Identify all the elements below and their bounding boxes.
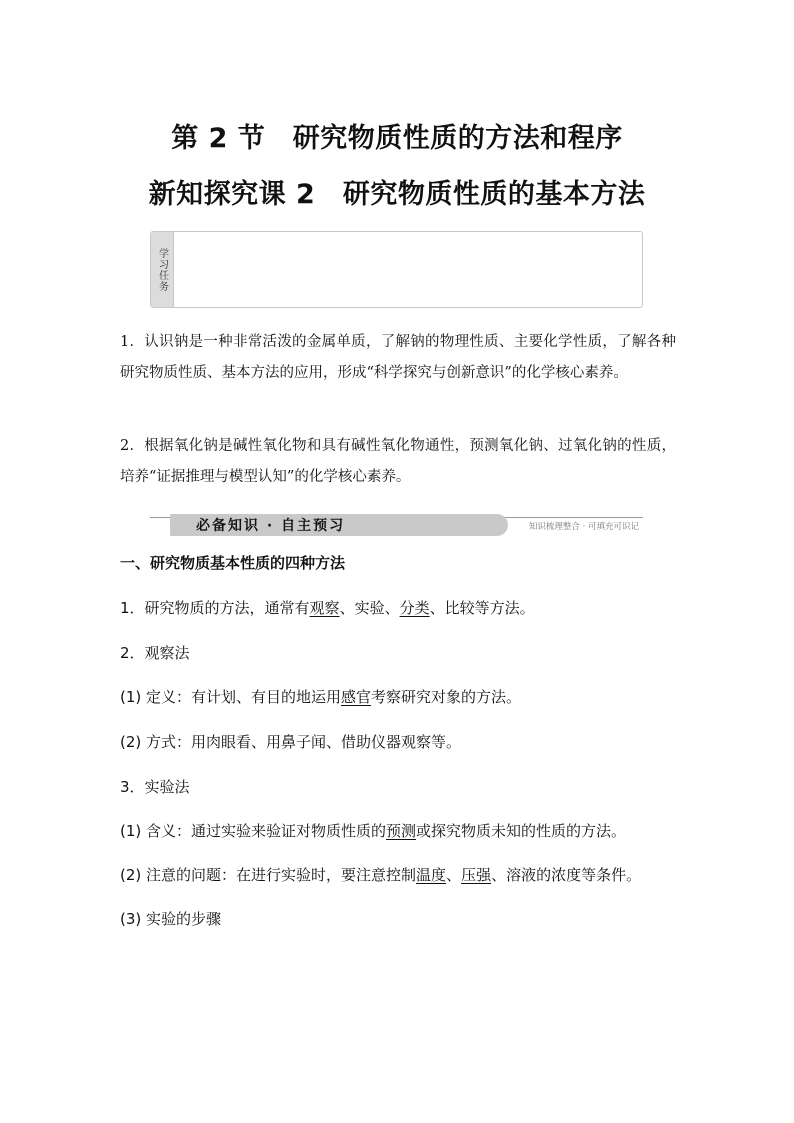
objective-1: 1．认识钠是一种非常活泼的金属单质，了解钠的物理性质、主要化学性质，了解各种研究物质性质、基本方法的应用，形成“科学探究与创新意识”的化学核心素养。: [120, 334, 676, 381]
blank-temperature: 温度: [416, 866, 447, 884]
paragraph-observation-definition: (1) 定义：有计划、有目的地运用感官考察研究对象的方法。: [120, 688, 522, 706]
paragraph-experiment-meaning: (1) 含义：通过实验来验证对物质性质的预测或探究物质未知的性质的方法。: [120, 822, 627, 840]
banner-note: 知识梳理整合 · 可填充可识记: [528, 522, 639, 532]
paragraph-methods: 1．研究物质的方法，通常有观察、实验、分类、比较等方法。: [120, 599, 535, 617]
banner-pill: [170, 514, 508, 536]
lesson-title: 新知探究课 2 研究物质性质的基本方法: [148, 179, 646, 210]
heading-observation: 2．观察法: [120, 644, 190, 662]
objective-2: 2．根据氧化钠是碱性氧化物和具有碱性氧化物通性，预测氧化钠、过氧化钠的性质，培养“证据推理与模型认知”的化学核心素养。: [120, 438, 676, 485]
paragraph-experiment-steps: (3) 实验的步骤: [120, 910, 222, 928]
blank-prediction: 预测: [386, 822, 417, 840]
learning-task-box: [150, 231, 643, 308]
learning-task-label: 学习任务: [151, 232, 174, 307]
blank-observe: 观察: [309, 599, 340, 617]
paragraph-observation-manner: (2) 方式：用肉眼看、用鼻子闻、借助仪器观察等。: [120, 733, 462, 751]
heading-methods: 一、研究物质基本性质的四种方法: [120, 554, 346, 572]
banner-label: 必备知识 · 自主预习: [196, 518, 346, 534]
section-title: 第 2 节 研究物质性质的方法和程序: [171, 123, 623, 154]
blank-senses: 感官: [341, 688, 372, 706]
section-banner: [150, 512, 643, 538]
heading-experiment: 3．实验法: [120, 778, 190, 796]
blank-classify: 分类: [399, 599, 430, 617]
paragraph-experiment-notes: (2) 注意的问题：在进行实验时，要注意控制温度、压强、溶液的浓度等条件。: [120, 866, 642, 884]
blank-pressure: 压强: [461, 866, 492, 884]
